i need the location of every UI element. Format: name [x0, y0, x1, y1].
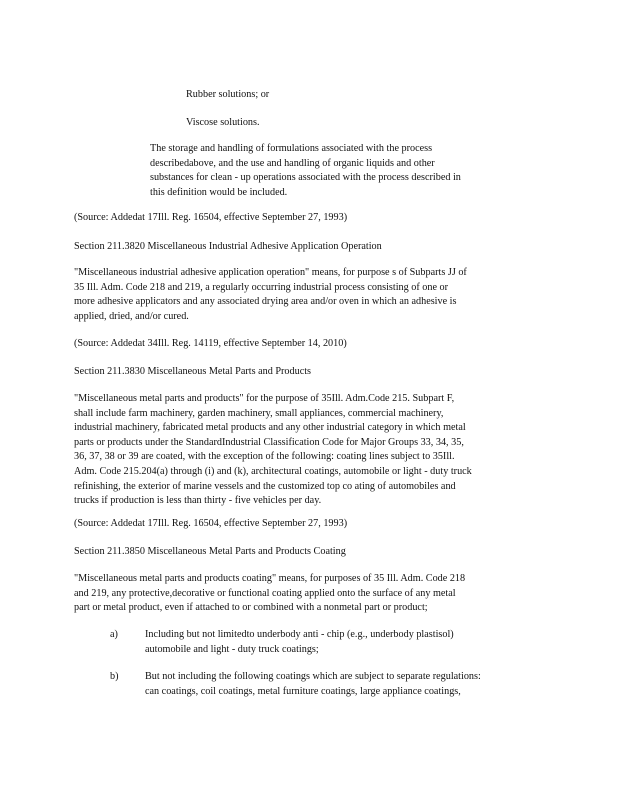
source-note-1: (Source: Addedat 17Ill. Reg. 16504, effective September 27, 1993)	[74, 212, 348, 223]
source-note-3: (Source: Addedat 17Ill. Reg. 16504, effective September 27, 1993)	[74, 518, 348, 529]
section-3830-heading: Section 211.3830 Miscellaneous Metal Parts and Products	[74, 366, 312, 377]
item-b-text: But not including the following coatings which are subject to separate regulations: can coatings, coil coatings, metal furniture coatings, large appliance coatings,	[145, 671, 481, 697]
section-3820-body: "Miscellaneous industrial adhesive application operation" means, for purpose s of Subparts JJ of 35 Ill. Adm. Code 218 and 219, a regularly occurring industrial process consisting of one or more adhesive applicators and any associated drying area and/or oven in which an adhesive is applied, dried, and/or cured.	[74, 267, 467, 322]
item-a-label: a)	[110, 629, 118, 640]
section-3830-body: "Miscellaneous metal parts and products" for the purpose of 35Ill. Adm.Code 215. Subpart F, shall include farm machinery, garden machinery, small appliances, commercial machinery, industrial machinery, fabricated metal products and any other industrial category in which metal parts or products under the StandardIndustrial Classification Code for Major Groups 33, 34, 35, 36, 37, 38 or 39 are coated, with the exception of the following: coating lines subject to 35Ill. Adm. Code 215.204(a) through (i) and (k), architectural coatings, automobile or light - duty truck refinishing, the exterior of marine vessels and the customized top co ating of automobiles and trucks if production is less than thirty - five vehicles per day.	[74, 393, 472, 507]
section-3850-heading: Section 211.3850 Miscellaneous Metal Parts and Products Coating	[74, 546, 346, 557]
section-3850-body: "Miscellaneous metal parts and products coating" means, for purposes of 35 Ill. Adm. Code 218 and 219, any protective,decorative or functional coating applied onto the surface of any metal part or metal product, even if attached to or combined with a nonmetal part or product;	[74, 573, 466, 614]
storage-paragraph: The storage and handling of formulations associated with the process describedabove, and the use and handling of organic liquids and other substances for clean - up operations associated with the process described in this definition would be included.	[150, 143, 461, 198]
source-note-2: (Source: Addedat 34Ill. Reg. 14119, effective September 14, 2010)	[74, 338, 347, 349]
option-viscose: Viscose solutions.	[186, 117, 260, 128]
item-b-label: b)	[110, 671, 119, 682]
section-3820-heading: Section 211.3820 Miscellaneous Industrial Adhesive Application Operation	[74, 241, 382, 252]
item-a-text: Including but not limitedto underbody anti - chip (e.g., underbody plastisol) automobile and light - duty truck coatings;	[145, 629, 454, 655]
option-rubber: Rubber solutions; or	[186, 89, 270, 100]
